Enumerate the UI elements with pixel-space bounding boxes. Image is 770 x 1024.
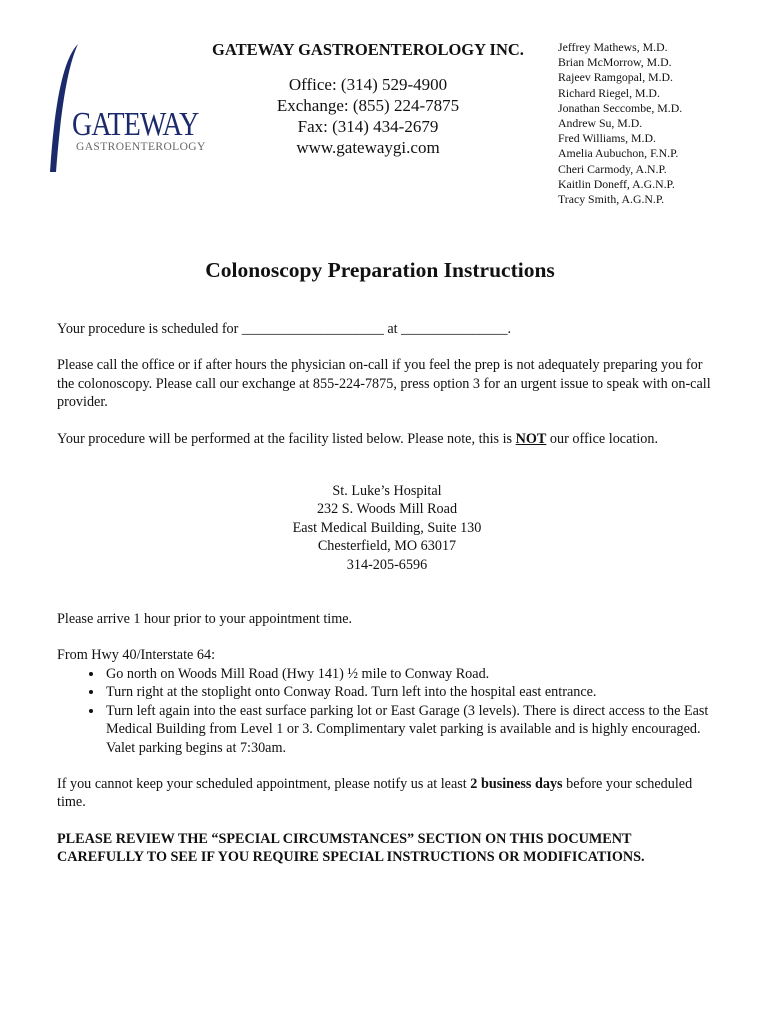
address-city: Chesterfield, MO 63017: [317, 538, 457, 555]
exchange-phone: Exchange: (855) 224-7875: [276, 96, 460, 115]
facility-address: [57, 482, 717, 574]
fax-number: Fax: (314) 434-2679: [297, 117, 439, 136]
provider-name: Cheri Carmody, A.N.P.: [558, 161, 667, 176]
gateway-logo: [46, 40, 206, 180]
cancellation-paragraph: [57, 775, 717, 812]
call-office-paragraph: Please call the office or if after hours the physician on-call if you feel the prep is not adequately preparing you for the colonoscopy. Please call our exchange at 855-224-7875, press option 3 for an urgent issue to speak with on-call provider.: [57, 357, 711, 411]
list-item: • Turn right at the stoplight onto Conway Road. Turn left into the hospital east entrance.: [104, 683, 717, 701]
facility-text-start: Your procedure will be performed at the facility listed below. Please note, this is: [57, 430, 516, 447]
company-name: GATEWAY GASTROENTEROLOGY INC.: [212, 40, 524, 59]
provider-name: Rajeev Ramgopal, M.D.: [558, 70, 673, 85]
company-header: [200, 40, 536, 158]
facility-not-emphasis: NOT: [515, 430, 547, 447]
logo-subtitle: GASTROENTEROLOGY: [76, 141, 206, 153]
provider-name: Richard Riegel, M.D.: [558, 85, 660, 100]
logo-wordmark: GATEWAY: [72, 106, 199, 143]
office-phone: Office: (314) 529-4900: [288, 75, 448, 94]
special-circumstances-notice: PLEASE REVIEW THE “SPECIAL CIRCUMSTANCES” SECTION ON THIS DOCUMENT CAREFULLY TO SEE IF YOU REQUIRE SPECIAL INSTRUCTIONS OR MODIFICATIONS.: [57, 830, 645, 866]
provider-name: Kaitlin Doneff, A.G.N.P.: [558, 176, 675, 191]
page-title: Colonoscopy Preparation Instructions: [205, 258, 555, 282]
directions-heading: From Hwy 40/Interstate 64:: [57, 647, 216, 664]
facility-paragraph: [57, 430, 717, 448]
provider-name: Jonathan Seccombe, M.D.: [558, 100, 683, 115]
provider-list: [558, 40, 682, 207]
list-item: • Turn left again into the east surface parking lot or East Garage (3 levels). There is direct access to the East Medical Building from Level 1 or 3. Complimentary valet parking is available and is highly encouraged. Valet parking begins at 7:30am.: [104, 702, 717, 757]
directions-list: [57, 665, 717, 757]
schedule-line: Your procedure is scheduled for ____________________ at _______________.: [57, 321, 512, 337]
provider-name: Fred Williams, M.D.: [558, 131, 656, 146]
hospital-name: St. Luke’s Hospital: [332, 483, 442, 500]
cancel-notice-period: 2 business days: [470, 775, 563, 792]
cancel-text-start: If you cannot keep your scheduled appointment, please notify us at least: [57, 775, 471, 792]
cancel-text-end: before your scheduled time.: [57, 775, 693, 811]
provider-name: Jeffrey Mathews, M.D.: [558, 40, 668, 54]
website-link[interactable]: www.gatewaygi.com: [296, 138, 440, 157]
hospital-phone: 314-205-6596: [346, 556, 428, 573]
address-building: East Medical Building, Suite 130: [292, 519, 482, 536]
document-body: [57, 320, 717, 867]
arrival-instruction: Please arrive 1 hour prior to your appointment time.: [57, 611, 353, 628]
provider-name: Amelia Aubuchon, F.N.P.: [558, 146, 679, 161]
address-street: 232 S. Woods Mill Road: [316, 501, 458, 518]
provider-name: Andrew Su, M.D.: [558, 116, 643, 131]
list-item: • Go north on Woods Mill Road (Hwy 141) ½ mile to Conway Road.: [104, 665, 717, 683]
provider-name: Brian McMorrow, M.D.: [558, 55, 672, 70]
facility-text-end: our office location.: [546, 430, 658, 447]
provider-name: Tracy Smith, A.G.N.P.: [558, 192, 665, 207]
contact-info: [200, 74, 536, 158]
